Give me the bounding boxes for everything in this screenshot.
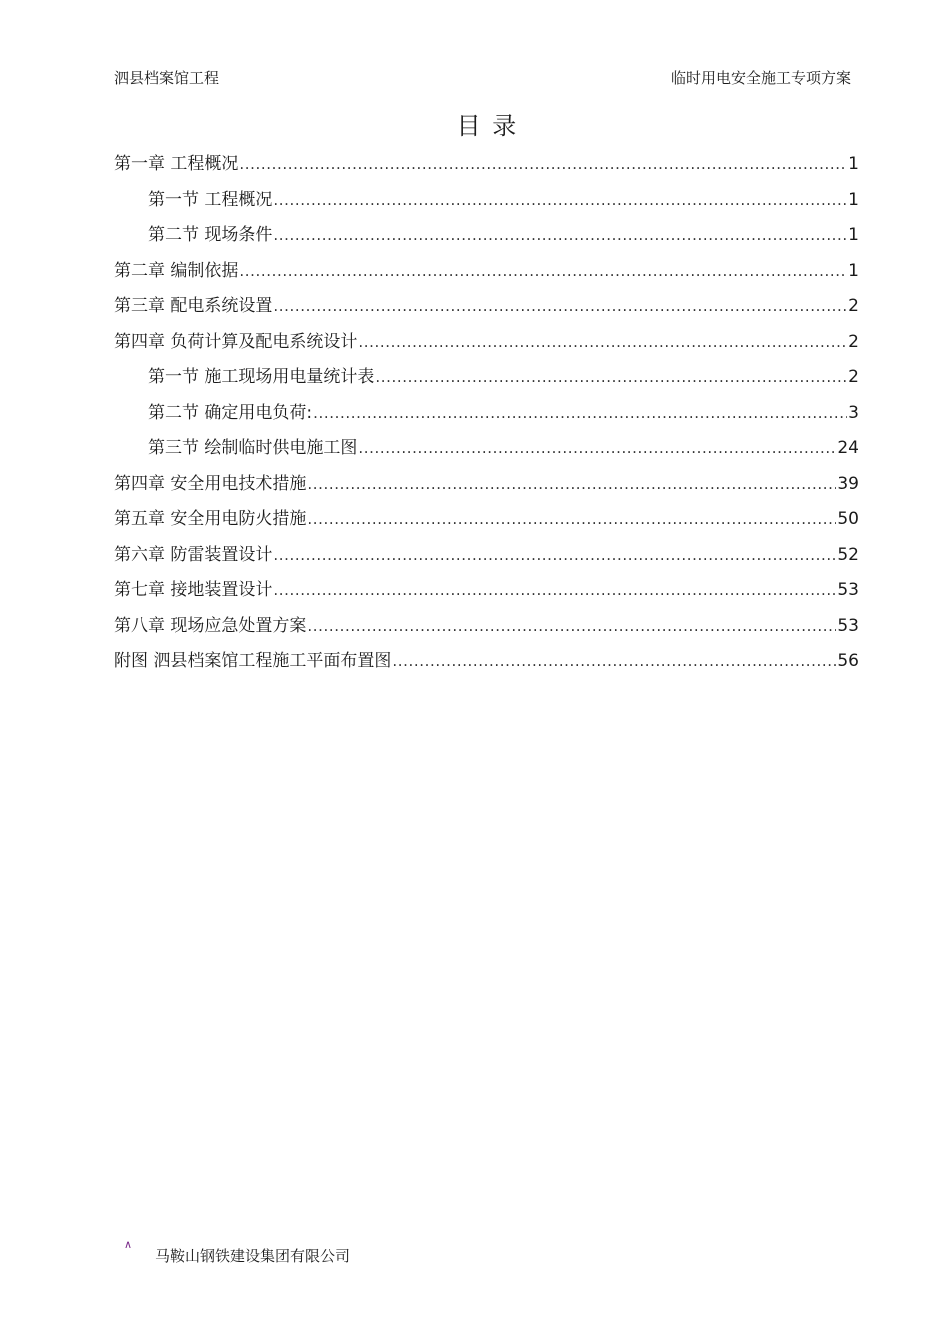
toc-dot-leader xyxy=(273,218,847,254)
toc-entry-label: 第七章 接地装置设计 xyxy=(114,580,273,600)
toc-entry-page: 2 xyxy=(848,296,859,316)
toc-entry[interactable] xyxy=(114,502,859,538)
toc-dot-leader xyxy=(273,538,836,574)
toc-entry-page: 24 xyxy=(837,438,859,458)
toc-list xyxy=(114,147,859,680)
toc-entry-label: 第一节 施工现场用电量统计表 xyxy=(148,367,375,387)
toc-entry-page: 1 xyxy=(848,189,859,210)
toc-entry-page: 1 xyxy=(848,225,859,245)
footer-caret-mark: ∧ xyxy=(124,1238,133,1251)
toc-entry[interactable] xyxy=(114,396,859,432)
toc-entry-label: 第一节 工程概况 xyxy=(148,189,273,210)
toc-entry-label: 第五章 安全用电防火措施 xyxy=(114,509,307,529)
toc-entry-label: 第八章 现场应急处置方案 xyxy=(114,615,307,636)
toc-entry-page: 53 xyxy=(837,615,859,636)
toc-dot-leader xyxy=(375,360,847,396)
toc-entry-label: 第四章 负荷计算及配电系统设计 xyxy=(114,331,358,352)
toc-entry-label: 第二章 编制依据 xyxy=(114,260,239,281)
toc-entry[interactable] xyxy=(114,431,859,467)
toc-entry-page: 56 xyxy=(837,651,859,671)
toc-dot-leader xyxy=(358,325,847,361)
toc-dot-leader xyxy=(307,467,836,503)
toc-entry-page: 3 xyxy=(848,402,859,423)
toc-entry-page: 2 xyxy=(848,331,859,352)
toc-dot-leader xyxy=(313,396,847,432)
toc-dot-leader xyxy=(307,502,836,538)
toc-entry-label: 第三章 配电系统设置 xyxy=(114,296,273,316)
toc-dot-leader xyxy=(392,644,836,680)
footer-company-name: 马鞍山钢铁建设集团有限公司 xyxy=(155,1247,351,1265)
toc-entry-page: 1 xyxy=(848,154,859,174)
toc-entry-label: 第三节 绘制临时供电施工图 xyxy=(148,438,358,458)
toc-dot-leader xyxy=(273,289,847,325)
toc-entry[interactable] xyxy=(114,254,859,290)
toc-entry-label: 第二节 确定用电负荷: xyxy=(148,402,313,423)
toc-title: 目 录 xyxy=(456,112,519,140)
header-project-name: 泗县档案馆工程 xyxy=(114,69,220,87)
toc-entry[interactable] xyxy=(114,147,859,183)
toc-entry-page: 52 xyxy=(837,544,859,565)
toc-entry-page: 2 xyxy=(848,367,859,387)
toc-entry[interactable] xyxy=(114,325,859,361)
toc-dot-leader xyxy=(307,609,836,645)
toc-entry-label: 第一章 工程概况 xyxy=(114,154,239,174)
toc-dot-leader xyxy=(273,573,836,609)
toc-entry-label: 附图 泗县档案馆工程施工平面布置图 xyxy=(114,651,392,671)
toc-dot-leader xyxy=(239,254,847,290)
toc-entry[interactable] xyxy=(114,644,859,680)
toc-entry[interactable] xyxy=(114,183,859,219)
toc-dot-leader xyxy=(273,183,847,219)
toc-dot-leader xyxy=(358,431,836,467)
toc-entry-page: 53 xyxy=(837,580,859,600)
toc-entry-label: 第六章 防雷装置设计 xyxy=(114,544,273,565)
toc-entry-page: 1 xyxy=(848,260,859,281)
toc-entry[interactable] xyxy=(114,218,859,254)
toc-entry[interactable] xyxy=(114,467,859,503)
toc-entry-page: 50 xyxy=(837,509,859,529)
toc-entry[interactable] xyxy=(114,538,859,574)
toc-entry-label: 第二节 现场条件 xyxy=(148,225,273,245)
toc-entry[interactable] xyxy=(114,573,859,609)
toc-dot-leader xyxy=(239,147,847,183)
toc-entry[interactable] xyxy=(114,360,859,396)
header-document-title: 临时用电安全施工专项方案 xyxy=(670,69,851,87)
toc-entry[interactable] xyxy=(114,289,859,325)
toc-entry-label: 第四章 安全用电技术措施 xyxy=(114,473,307,494)
toc-entry-page: 39 xyxy=(837,473,859,494)
toc-entry[interactable] xyxy=(114,609,859,645)
